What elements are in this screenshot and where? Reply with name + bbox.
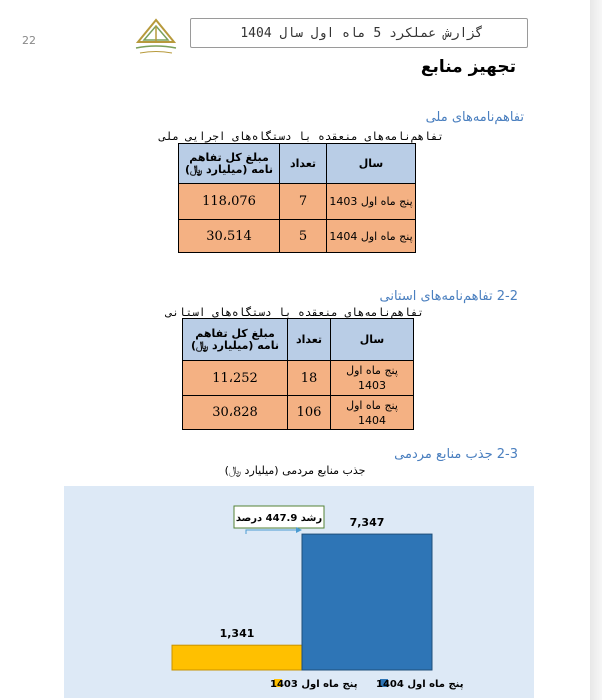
table-row bbox=[183, 361, 414, 396]
bar-value-label: 7,347 bbox=[349, 516, 385, 530]
table-row bbox=[183, 396, 414, 430]
cell-count: 5 bbox=[280, 220, 327, 253]
provincial-heading: 2-2 تفاهم‌نامه‌های استانی bbox=[379, 289, 518, 304]
cell-count: 106 bbox=[288, 396, 331, 430]
legend-label: پنج ماه اول 1404 bbox=[376, 679, 464, 690]
national-heading: تفاهم‌نامه‌های ملی bbox=[425, 110, 524, 125]
cell-year: پنج ماه اول 1404 bbox=[327, 220, 416, 253]
cell-count: 7 bbox=[280, 184, 327, 220]
cell-year: پنج ماه اول 1404 bbox=[331, 396, 414, 430]
national-table bbox=[178, 143, 416, 253]
scrollbar-track[interactable] bbox=[590, 0, 602, 700]
provincial-table bbox=[182, 318, 414, 430]
cell-year: پنج ماه اول 1403 bbox=[331, 361, 414, 396]
cell-amount: 30،514 bbox=[179, 220, 280, 253]
public-funds-heading: 2-3 جذب منابع مردمی bbox=[394, 447, 518, 462]
national-caption: تفاهم‌نامه‌های منعقده با دستگاه‌های اجرایی ملی bbox=[159, 130, 444, 143]
col-header-count: تعداد bbox=[280, 144, 327, 184]
report-title-box: گزارش عملکرد 5 ماه اول سال 1404 bbox=[190, 18, 528, 48]
col-header-amount: مبلغ کل تفاهم نامه (میلیارد ﷼) bbox=[179, 144, 280, 184]
cell-amount: 30،828 bbox=[183, 396, 288, 430]
table-row bbox=[179, 184, 416, 220]
cell-count: 18 bbox=[288, 361, 331, 396]
col-header-count: تعداد bbox=[288, 319, 331, 361]
growth-annotation-label: رشد 447.9 درصد bbox=[235, 513, 323, 524]
section-title: تجهیز منابع bbox=[420, 57, 516, 77]
institution-logo-icon bbox=[132, 16, 180, 58]
growth-annotation-connector bbox=[246, 530, 296, 534]
page-number: 22 bbox=[22, 34, 36, 47]
cell-amount: 118،076 bbox=[179, 184, 280, 220]
bar-1404 bbox=[302, 534, 432, 670]
col-header-year: سال bbox=[327, 144, 416, 184]
table-header-row bbox=[179, 144, 416, 184]
col-header-year: سال bbox=[331, 319, 414, 361]
chart-title: جذب منابع مردمی (میلیارد ﷼) bbox=[224, 464, 366, 477]
table-header-row bbox=[183, 319, 414, 361]
bar-1403 bbox=[172, 645, 302, 670]
provincial-caption: تفاهم‌نامه‌های منعقده با دستگاه‌های استانی bbox=[165, 306, 424, 319]
bar-chart bbox=[64, 486, 534, 698]
legend-label: پنج ماه اول 1403 bbox=[270, 679, 358, 690]
cell-year: پنج ماه اول 1403 bbox=[327, 184, 416, 220]
col-header-amount: مبلغ کل تفاهم نامه (میلیارد ﷼) bbox=[183, 319, 288, 361]
bar-value-label: 1,341 bbox=[219, 627, 255, 641]
cell-amount: 11،252 bbox=[183, 361, 288, 396]
table-row bbox=[179, 220, 416, 253]
